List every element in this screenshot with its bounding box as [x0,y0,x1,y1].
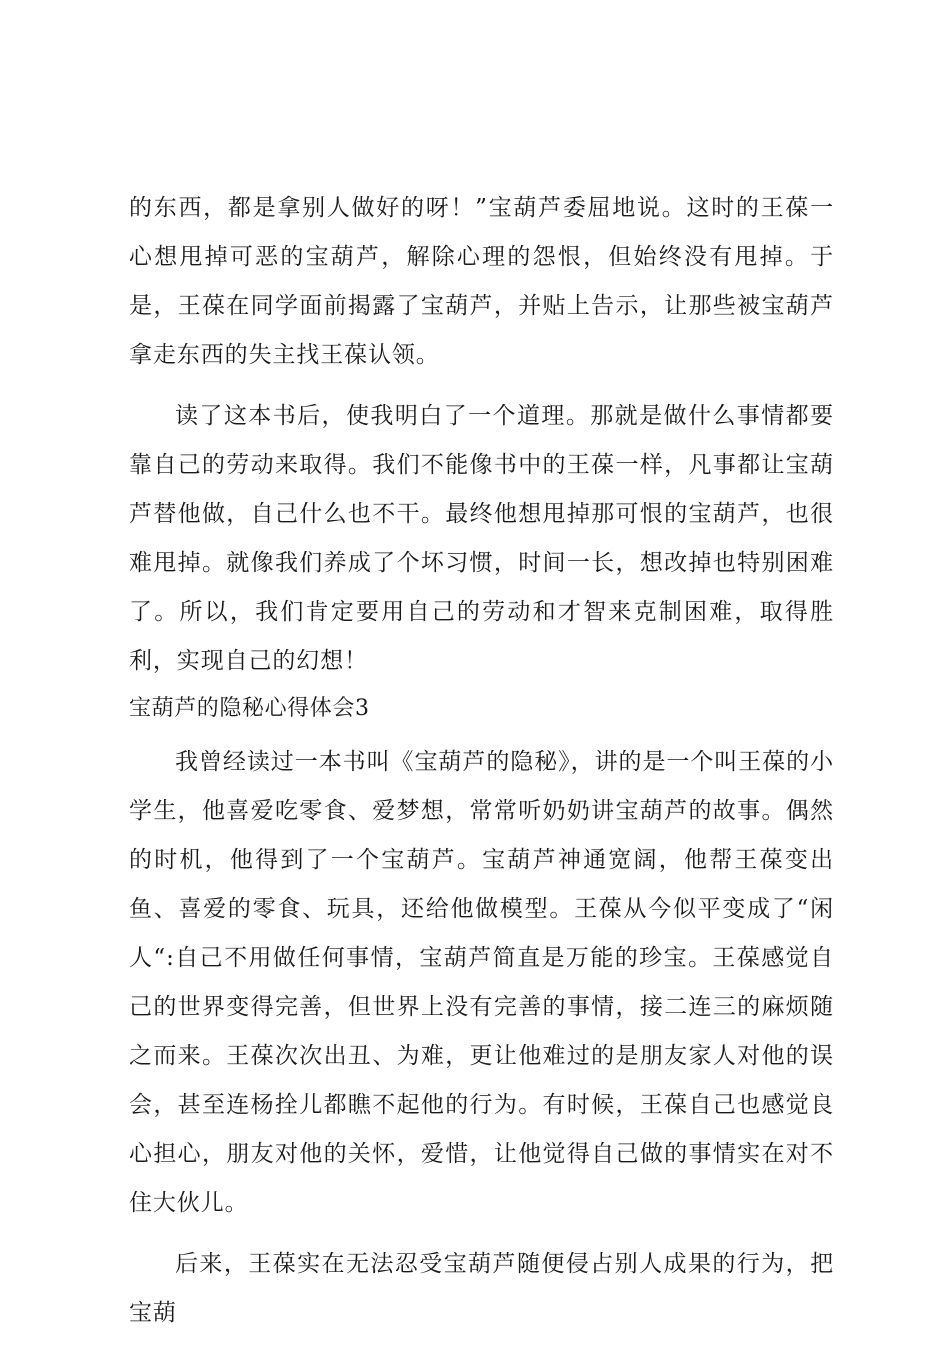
paragraph-story-summary: 我曾经读过一本书叫《宝葫芦的隐秘》，讲的是一个叫王葆的小学生，他喜爱吃零食、爱梦想，常常听奶奶讲宝葫芦的故事。偶然的时机，他得到了一个宝葫芦。宝葫芦神通宽阔，他帮王葆变出鱼、喜爱的零食、玩具，还给他做模型。王葆从今似平变成了“闲人“:自己不用做任何事情，宝葫芦简直是万能的珍宝。王葆感觉自己的世界变得完善，但世界上没有完善的事情，接二连三的麻烦随之而来。王葆次次出丑、为难，更让他难过的是朋友家人对他的误会，甚至连杨拴儿都瞧不起他的行为。有时候，王葆自己也感觉良心担心，朋友对他的关怀，爱惜，让他觉得自己做的事情实在对不住大伙儿。 [129,749,834,1216]
section-heading: 宝葫芦的隐秘心得体会3 [129,696,370,721]
paragraph-continuation: 的东西，都是拿别人做好的呀！”宝葫芦委屈地说。这时的王葆一心想甩掉可恶的宝葫芦，解除心理的怨恨，但始终没有甩掉。于是，王葆在同学面前揭露了宝葫芦，并贴上告示，让那些被宝葫芦拿走东西的失主找王葆认领。 [129,195,834,368]
paragraph-later: 后来，王葆实在无法忍受宝葫芦随便侵占别人成果的行为，把宝葫 [129,1251,834,1326]
paragraph-reflection: 读了这本书后，使我明白了一个道理。那就是做什么事情都要靠自己的劳动来取得。我们不能像书中的王葆一样，凡事都让宝葫芦替他做，自己什么也不干。最终他想甩掉那可恨的宝葫芦，也很难甩掉。就像我们养成了个坏习惯，时间一长，想改掉也特别困难了。所以，我们肯定要用自己的劳动和才智来克制困难，取得胜利，实现自己的幻想！ [129,403,834,674]
document-body [129,184,834,1350]
